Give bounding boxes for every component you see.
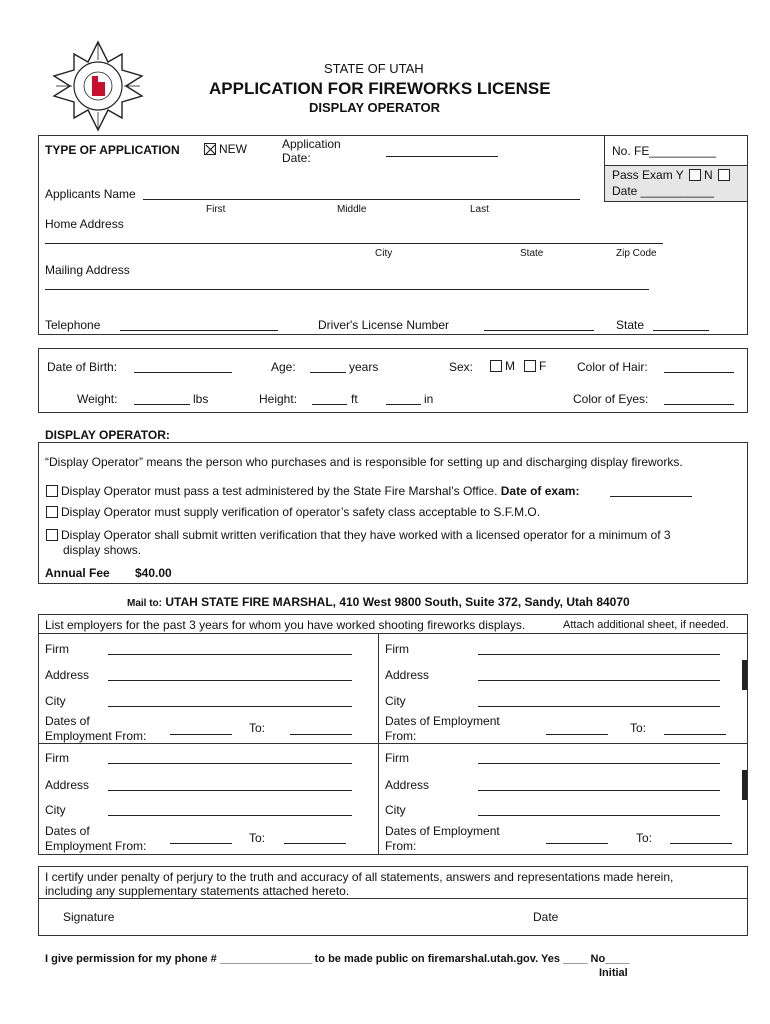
employer1-to-label: To: — [249, 721, 266, 735]
sex-label: Sex: — [449, 360, 474, 374]
mail-to-label: Mail to: — [127, 598, 162, 609]
office-date-field[interactable]: Date ___________ — [612, 184, 715, 198]
requirement-exam[interactable] — [46, 484, 579, 498]
employer4-to-field[interactable] — [670, 843, 732, 844]
height-ft-field[interactable] — [312, 404, 347, 405]
sex-f-checkbox[interactable] — [524, 360, 536, 372]
employer4-address-label: Address — [385, 778, 430, 792]
pass-exam-label: Pass Exam Y — [612, 168, 684, 182]
weight-field[interactable] — [134, 404, 190, 405]
certification-text-2: including any supplementary statements attached hereto. — [45, 884, 350, 898]
requirement-exam-checkbox[interactable] — [46, 485, 58, 497]
employer2-city-label: City — [385, 694, 406, 708]
employer1-dates-label-2: Employment From: — [45, 729, 147, 743]
sex-m-checkbox[interactable] — [490, 360, 502, 372]
employer3-dates-label-2: Employment From: — [45, 839, 147, 853]
requirement-safety-class-text: Display Operator must supply verification of operator’s safety class acceptable to S.F.M.O. — [61, 505, 541, 519]
application-date-label-1: Application — [282, 137, 341, 151]
mail-to-address: UTAH STATE FIRE MARSHAL, 410 West 9800 South, Suite 372, Sandy, Utah 84070 — [165, 595, 630, 609]
requirement-safety-class[interactable] — [46, 505, 540, 519]
employer2-firm-field[interactable] — [478, 654, 720, 655]
employer4-firm-label: Firm — [385, 751, 409, 765]
employer4-firm-field[interactable] — [478, 763, 720, 764]
display-operator-definition: “Display Operator” means the person who purchases and is responsible for setting up and discharging display fireworks. — [45, 455, 683, 469]
employer3-from-field[interactable] — [170, 843, 232, 844]
employer3-to-field[interactable] — [284, 843, 346, 844]
employer4-address-field[interactable] — [478, 790, 720, 791]
employer4-from-field[interactable] — [546, 843, 608, 844]
phone-permission-text: I give permission for my phone # _______________ to be made public on firemarshal.utah.gov. Yes ____ No____ — [45, 953, 630, 965]
pass-exam-no-label: N — [703, 168, 713, 182]
pass-exam-yes-checkbox[interactable] — [689, 169, 701, 181]
zip-caption: Zip Code — [616, 248, 657, 259]
attach-sheet-note: Attach additional sheet, if needed. — [563, 619, 729, 631]
pass-exam-field[interactable] — [612, 168, 733, 182]
lbs-label: lbs — [193, 392, 209, 406]
state-caption: State — [520, 248, 544, 259]
employer3-dates-label-1: Dates of — [45, 824, 90, 838]
age-field[interactable] — [310, 372, 346, 373]
dl-state-field[interactable] — [653, 330, 709, 331]
employer1-address-label: Address — [45, 668, 90, 682]
requirement-verification[interactable] — [46, 528, 671, 542]
hair-field[interactable] — [664, 372, 734, 373]
signature-date-label: Date — [533, 910, 559, 924]
application-date-label-2: Date: — [282, 151, 311, 165]
fire-marshal-seal — [52, 40, 144, 132]
employer3-firm-label: Firm — [45, 751, 69, 765]
eyes-field[interactable] — [664, 404, 734, 405]
new-checkbox[interactable] — [204, 142, 247, 156]
employer3-firm-field[interactable] — [108, 763, 352, 764]
sex-m-label: M — [505, 359, 515, 373]
employer4-city-field[interactable] — [478, 815, 720, 816]
mail-to — [127, 595, 630, 609]
employer2-from-field[interactable] — [546, 734, 608, 735]
mailing-address-field[interactable] — [45, 289, 649, 290]
form-title: APPLICATION FOR FIREWORKS LICENSE — [209, 79, 551, 98]
height-label: Height: — [259, 392, 298, 406]
employer3-city-field[interactable] — [108, 815, 352, 816]
drivers-license-field[interactable] — [484, 330, 594, 331]
employer3-to-label: To: — [249, 831, 266, 845]
applicants-name-field[interactable] — [143, 199, 580, 200]
dl-state-label: State — [616, 318, 645, 332]
display-operator-heading: DISPLAY OPERATOR: — [45, 428, 170, 442]
employer2-firm-label: Firm — [385, 642, 409, 656]
years-label: years — [349, 360, 379, 374]
telephone-field[interactable] — [120, 330, 278, 331]
requirement-safety-class-checkbox[interactable] — [46, 506, 58, 518]
employer3-address-field[interactable] — [108, 790, 352, 791]
first-name-caption: First — [206, 204, 226, 215]
employer1-city-field[interactable] — [108, 706, 352, 707]
city-caption: City — [375, 248, 393, 259]
pass-exam-no-checkbox[interactable] — [718, 169, 730, 181]
home-address-field[interactable] — [45, 243, 663, 244]
employer2-dates-label-1: Dates of Employment — [385, 714, 500, 728]
dob-field[interactable] — [134, 372, 232, 373]
employer1-address-field[interactable] — [108, 680, 352, 681]
new-checkbox-box[interactable] — [204, 143, 216, 155]
annual-fee-amount: $40.00 — [135, 566, 172, 580]
employer2-to-field[interactable] — [664, 734, 726, 735]
employer1-city-label: City — [45, 694, 66, 708]
eyes-label: Color of Eyes: — [573, 392, 649, 406]
in-label: in — [424, 392, 434, 406]
employer2-city-field[interactable] — [478, 706, 720, 707]
application-date-field[interactable] — [386, 156, 498, 157]
sex-m-option[interactable] — [490, 359, 515, 373]
requirement-verification-text-2: display shows. — [63, 543, 142, 557]
employer3-city-label: City — [45, 803, 66, 817]
employer1-firm-label: Firm — [45, 642, 69, 656]
annual-fee-label: Annual Fee — [45, 566, 110, 580]
no-fe-field[interactable]: No. FE__________ — [612, 144, 717, 158]
ft-label: ft — [351, 392, 358, 406]
employer4-dates-label-2: From: — [385, 839, 417, 853]
drivers-license-label: Driver's License Number — [318, 318, 449, 332]
employer2-address-label: Address — [385, 668, 430, 682]
applicants-name-label: Applicants Name — [45, 187, 136, 201]
weight-label: Weight: — [77, 392, 118, 406]
date-of-exam-field[interactable] — [610, 496, 692, 497]
hair-label: Color of Hair: — [577, 360, 648, 374]
initial-label: Initial — [599, 967, 628, 979]
sex-f-label: F — [539, 359, 547, 373]
employer4-dates-label-1: Dates of Employment — [385, 824, 500, 838]
employer4-to-label: To: — [636, 831, 653, 845]
employer4-city-label: City — [385, 803, 406, 817]
form-subtitle: DISPLAY OPERATOR — [309, 100, 440, 115]
requirement-verification-text: Display Operator shall submit written verification that they have worked with a licensed operator for a minimum of 3 — [61, 528, 671, 542]
home-address-label: Home Address — [45, 217, 124, 231]
telephone-label: Telephone — [45, 318, 101, 332]
sex-f-option[interactable] — [524, 359, 546, 373]
dob-label: Date of Birth: — [47, 360, 118, 374]
employer2-address-field[interactable] — [478, 680, 720, 681]
type-of-application-label: TYPE OF APPLICATION — [45, 143, 180, 157]
mailing-address-label: Mailing Address — [45, 263, 130, 277]
date-of-exam-label: Date of exam: — [500, 484, 580, 498]
state-heading: STATE OF UTAH — [324, 61, 424, 76]
employer1-dates-label-1: Dates of — [45, 714, 90, 728]
requirement-exam-text: Display Operator must pass a test administered by the State Fire Marshal’s Office. — [61, 484, 498, 498]
middle-name-caption: Middle — [337, 204, 367, 215]
height-in-field[interactable] — [386, 404, 421, 405]
requirement-verification-checkbox[interactable] — [46, 529, 58, 541]
signature-label: Signature — [63, 910, 115, 924]
employers-intro: List employers for the past 3 years for whom you have worked shooting fireworks displays. — [45, 618, 526, 632]
employer1-firm-field[interactable] — [108, 654, 352, 655]
employer1-to-field[interactable] — [290, 734, 352, 735]
new-label: NEW — [219, 142, 247, 156]
employer1-from-field[interactable] — [170, 734, 232, 735]
employer3-address-label: Address — [45, 778, 90, 792]
employer2-dates-label-2: From: — [385, 729, 417, 743]
certification-text-1: I certify under penalty of perjury to the truth and accuracy of all statements, answers and representations made herein, — [45, 870, 674, 884]
age-label: Age: — [271, 360, 296, 374]
last-name-caption: Last — [470, 204, 489, 215]
employer2-to-label: To: — [630, 721, 647, 735]
